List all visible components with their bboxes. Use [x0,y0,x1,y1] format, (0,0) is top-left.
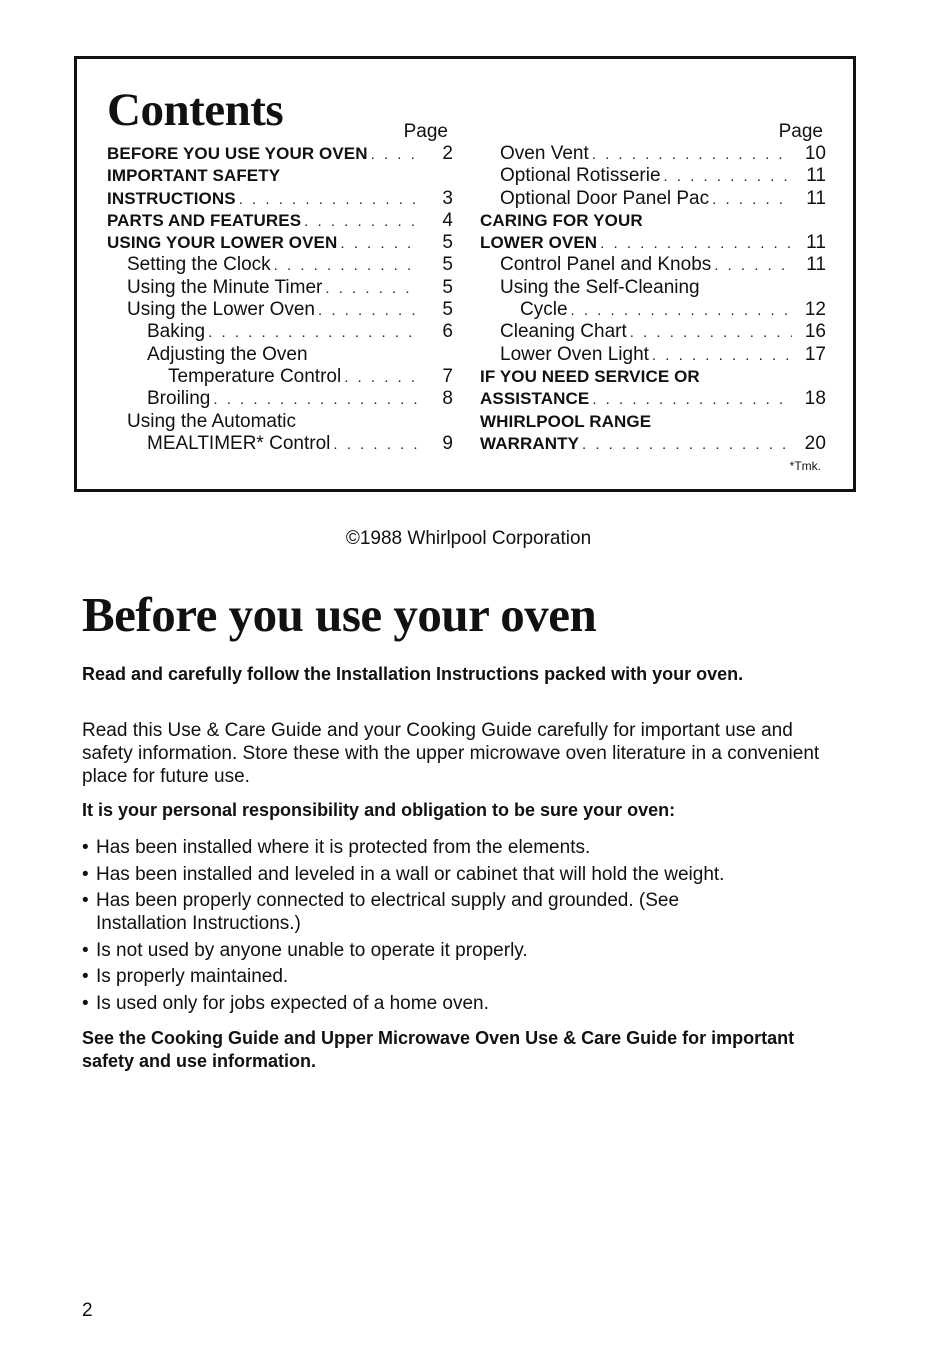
toc-entry: Adjusting the Oven [147,343,308,365]
contents-right-column [480,143,826,455]
toc-entry: Using the Self-Cleaning [500,276,700,298]
toc-entry[interactable]: LOWER OVEN . . . 11 [480,232,826,254]
toc-entry[interactable]: WARRANTY . . . 20 [480,433,826,455]
responsibility-heading: It is your personal responsibility and obligation to be sure your oven: [82,800,676,820]
copyright-notice: ©1988 Whirlpool Corporation [345,528,592,549]
contents-left-column [107,143,453,455]
list-item: • Has been installed where it is protected from the elements. [82,837,591,858]
bullet-icon: • [82,837,89,858]
bullet-icon: • [82,992,89,1014]
toc-entry[interactable]: MEALTIMER* Control . . . 9 [107,433,453,455]
toc-entry[interactable]: PARTS AND FEATURES . . . 4 [107,210,453,232]
responsibility-list [82,836,862,1018]
list-item: • Has been properly connected to electrical supply and grounded. (See Installation Instructions.) [82,890,680,934]
closing-notice: See the Cooking Guide and Upper Microwave Oven Use & Care Guide for important safety and use information. [82,1028,795,1071]
toc-entry[interactable]: Cleaning Chart . . . 16 [480,321,826,343]
toc-entry[interactable]: Baking . . . 6 [107,321,453,343]
page-column-header-left: Page [403,121,448,142]
toc-entry[interactable]: Control Panel and Knobs . . . 11 [480,254,826,276]
toc-entry: IMPORTANT SAFETY [107,166,281,186]
toc-entry[interactable]: Using the Lower Oven . . . 5 [107,299,453,321]
list-item: • Is properly maintained. [82,966,289,987]
toc-entry[interactable]: ASSISTANCE . . . 18 [480,388,826,410]
toc-entry[interactable]: Broiling . . . 8 [107,388,453,410]
trademark-note: *Tmk. [789,459,821,473]
toc-entry[interactable]: INSTRUCTIONS . . . 3 [107,188,453,210]
list-item: • Is used only for jobs expected of a home oven. [82,992,489,1014]
toc-entry[interactable]: Cycle . . . 12 [480,299,826,321]
toc-entry[interactable]: BEFORE YOU USE YOUR OVEN . . . 2 [107,143,453,165]
page-column-header-right: Page [778,121,823,142]
toc-entry[interactable]: Setting the Clock . . . 5 [107,254,453,276]
list-item: • Has been installed and leveled in a wall or cabinet that will hold the weight. [82,863,725,885]
toc-entry[interactable]: Temperature Control . . . 7 [107,366,453,388]
toc-entry[interactable]: Optional Rotisserie . . . 11 [480,165,826,187]
bullet-icon: • [82,863,89,885]
toc-entry: Using the Automatic [127,410,296,432]
toc-entry[interactable]: Lower Oven Light . . . 17 [480,344,826,366]
contents-box [74,56,856,492]
list-item: • Is not used by anyone unable to operate it properly. [82,939,528,961]
toc-entry: IF YOU NEED SERVICE OR [480,366,700,386]
bullet-icon: • [82,890,89,911]
toc-entry[interactable]: Using the Minute Timer . . . 5 [107,277,453,299]
section-heading: Before you use your oven [82,587,597,642]
toc-entry[interactable]: Oven Vent . . . 10 [480,143,826,165]
toc-entry[interactable]: USING YOUR LOWER OVEN . . . 5 [107,232,453,254]
toc-entry[interactable]: Optional Door Panel Pac . . . 11 [480,188,826,210]
bullet-icon: • [82,966,89,987]
contents-title: Contents [107,84,284,136]
toc-entry: WHIRLPOOL RANGE [480,411,652,431]
page-number: 2 [82,1300,93,1321]
intro-paragraph: Read this Use & Care Guide and your Cooking Guide carefully for important use and safety information. Store these with the upper microwave oven literature in a convenient place for future use. [82,720,820,787]
bullet-icon: • [82,939,89,961]
toc-entry: CARING FOR YOUR [480,210,643,230]
installation-notice: Read and carefully follow the Installation Instructions packed with your oven. [82,664,744,684]
